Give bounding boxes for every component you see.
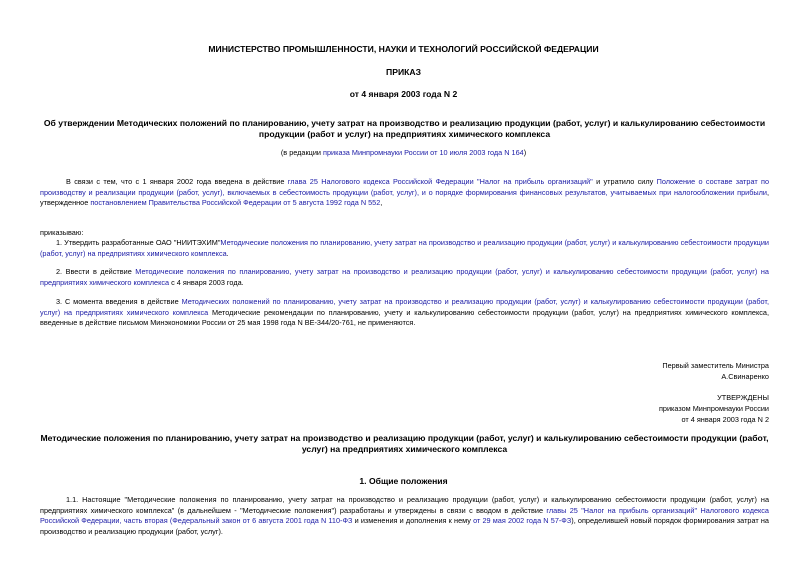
signatory-position: Первый заместитель Министра [662, 361, 769, 370]
item2-text-2: с 4 января 2003 года. [169, 277, 244, 287]
intro-text-4: , [380, 198, 383, 208]
intro-paragraph [40, 177, 769, 209]
order-heading: ПРИКАЗ [386, 67, 421, 77]
order-item-3 [40, 297, 769, 329]
order-item-2 [40, 267, 769, 288]
ministry-heading: МИНИСТЕРСТВО ПРОМЫШЛЕННОСТИ, НАУКИ И ТЕХНОЛОГИЙ РОССИЙСКОЙ ФЕДЕРАЦИИ [208, 44, 599, 54]
approved-date: от 4 января 2003 года N 2 [681, 415, 769, 424]
tax-code-chapter25-link[interactable]: глава 25 Налогового кодекса Российской Федерации "Налог на прибыль организаций" [287, 177, 593, 186]
intro-text-1: В связи с тем, что с 1 января 2002 года введена в действие [66, 177, 288, 186]
p11-text-1: 1.1. Настоящие "Методические положения по планированию, учету затрат на производство и реализацию продукции (работ, услуг) и калькулированию себестоимости продукции (работ, услуг) на предприятиях химического комплекса" (в дальнейшем - "Методические положения") разработаны и утверждены в связи с вводом в действие [40, 495, 769, 515]
edition-link[interactable]: приказа Минпромнауки России от 10 июля 2003 года N 164 [323, 148, 524, 157]
paragraph-1-1 [40, 495, 769, 537]
signatory-name: А.Свинаренко [721, 372, 769, 381]
item3-text-1: 3. С момента введения в действие [56, 297, 182, 306]
edition-suffix: ) [523, 148, 527, 157]
item1-text-1: 1. Утвердить разработанные ОАО "НИИТЭХИМ" [56, 238, 221, 247]
item3-guidelines-link[interactable]: Методических положений по планированию, учету затрат на производство и реализацию продукции (работ, услуг) и калькулированию себестоимости продукции (работ, услуг) на предприятиях химического комплекса [40, 297, 769, 317]
orders-word: приказываю: [40, 228, 84, 237]
item3-text-2: Методические рекомендации по планированию, учету и калькулированию себестоимости продукции (работ, услуг) на предприятиях химического комплекса, введенные в действие письмом Минэкономики России от 25 мая 1998 года N ВЕ-344/20-761, не применяются. [40, 307, 769, 328]
order-date: от 4 января 2003 года N 2 [349, 89, 458, 99]
chapter25-tax-code-link[interactable]: главы 25 "Налог на прибыль организаций" Налогового кодекса Российской Федерации, часть вторая [40, 505, 769, 526]
order-title: Об утверждении Методических положений по планированию, учету затрат на производство и реализацию продукции (работ, услуг) и калькулированию себестоимости продукции (работ и услуг) на предприятиях химического комплекса [43, 118, 766, 139]
item2-text-1: 2. Ввести в действие [56, 267, 136, 276]
intro-text-2: и утратило силу [592, 177, 657, 186]
item2-guidelines-link[interactable]: Методические положения по планированию, учету затрат на производство и реализацию продукции (работ, услуг) и калькулированию себестоимости продукции (работ, услуг) на предприятиях химического комплекса [40, 267, 769, 287]
item1-text-2: . [226, 248, 229, 258]
approved-label: УТВЕРЖДЕНЫ [717, 393, 769, 402]
p11-text-4: ), определившей новый порядок формирования затрат на производство и реализацию продукции (работ, услуг). [40, 516, 769, 536]
edition-note [0, 148, 807, 158]
federal-law-57-link[interactable]: от 29 мая 2002 года N 57-ФЗ [473, 516, 572, 526]
section-1-title: 1. Общие положения [359, 476, 448, 486]
intro-text-3: , утвержденное [40, 187, 769, 208]
federal-law-110-link[interactable]: (Федеральный закон от 6 августа 2001 года N 110-ФЗ [169, 516, 353, 526]
edition-prefix: (в редакции [280, 148, 324, 157]
guidelines-title: Методические положения по планированию, учету затрат на производство и реализацию продукции (работ, услуг) и калькулированию себестоимости продукции (работ, услуг) на предприятиях химического комплекса [40, 433, 769, 454]
item1-guidelines-link[interactable]: Методические положения по планированию, учету затрат на производство и реализацию продукции (работ, услуг) и калькулированию себестоимости продукции (работ, услуг) на предприятиях химического комплекса [40, 238, 769, 258]
p11-text-3: и изменения и дополнения к нему [352, 516, 474, 526]
order-item-1 [40, 238, 769, 259]
approved-by: приказом Минпромнауки России [658, 404, 769, 413]
regulation-link[interactable]: Положение о составе затрат по производству и реализации продукции (работ, услуг), включаемых в себестоимость продукции (работ, услуг), и о порядке формирования финансовых результатов, учитываемых при налогообложении прибыли [40, 177, 770, 197]
government-decree-link[interactable]: постановлением Правительства Российской Федерации от 5 августа 1992 года N 552 [90, 198, 381, 208]
